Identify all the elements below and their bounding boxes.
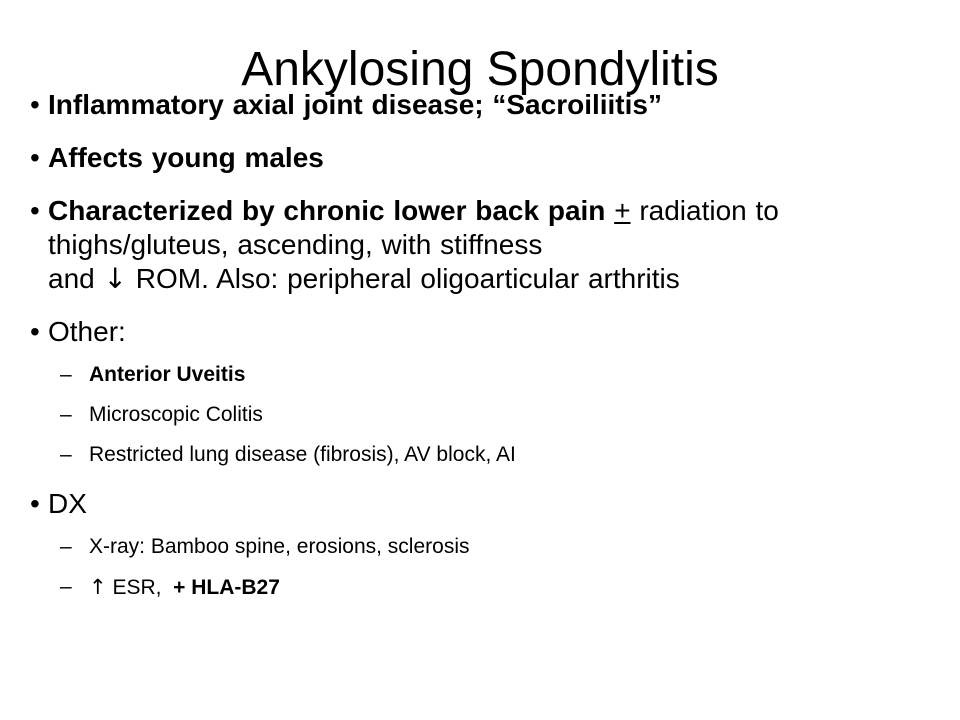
sub-bullet-text: ESR, bbox=[106, 576, 174, 599]
sub-bullet-item bbox=[48, 574, 910, 601]
sub-bullet-item bbox=[48, 534, 910, 560]
dash-glyph: – bbox=[60, 575, 72, 598]
up-arrow-icon: ↑ bbox=[89, 575, 107, 599]
bullet-item bbox=[30, 141, 910, 175]
bullet-item bbox=[30, 194, 910, 296]
bullet-item bbox=[30, 487, 910, 601]
bullet-text-continuation: and bbox=[48, 263, 104, 294]
bullet-item bbox=[30, 315, 910, 468]
sub-bullet-text: Anterior Uveitis bbox=[89, 363, 246, 386]
plus-minus-symbol: + bbox=[614, 195, 631, 226]
sub-bullet-text-bold: + HLA-B27 bbox=[173, 576, 280, 599]
bullet-glyph: • bbox=[30, 316, 40, 347]
sub-bullet-list bbox=[48, 362, 910, 468]
bullet-text: DX bbox=[48, 488, 87, 519]
dash-glyph: – bbox=[60, 443, 72, 466]
sub-bullet-text: Microscopic Colitis bbox=[89, 403, 263, 426]
bullet-text-continuation: ROM. Also: peripheral oligoarticular arthritis bbox=[126, 263, 680, 294]
bullet-glyph: • bbox=[30, 488, 40, 519]
bullet-item bbox=[30, 88, 910, 122]
sub-bullet-item bbox=[48, 442, 910, 468]
bullet-text: Affects young males bbox=[48, 142, 324, 173]
bullet-text: Other: bbox=[48, 316, 126, 347]
slide-title: Ankylosing Spondylitis bbox=[241, 43, 719, 97]
sub-bullet-text: X-ray: Bamboo spine, erosions, sclerosis bbox=[89, 535, 470, 558]
dash-glyph: – bbox=[60, 403, 72, 426]
bullet-glyph: • bbox=[30, 142, 40, 173]
bullet-text bbox=[48, 194, 910, 296]
sub-bullet-item bbox=[48, 402, 910, 428]
dash-glyph: – bbox=[60, 535, 72, 558]
sub-bullet-item bbox=[48, 362, 910, 388]
bullet-glyph: • bbox=[30, 89, 40, 120]
dash-glyph: – bbox=[60, 363, 72, 386]
bullet-text-bold: Characterized by chronic lower back pain bbox=[48, 195, 615, 226]
down-arrow-icon: ↓ bbox=[103, 262, 127, 295]
bullet-glyph: • bbox=[30, 195, 40, 226]
bullet-list bbox=[30, 88, 910, 620]
bullet-text: Inflammatory axial joint disease; “Sacroiliitis” bbox=[48, 89, 662, 120]
sub-bullet-text: Restricted lung disease (fibrosis), AV block, AI bbox=[89, 443, 516, 466]
bullet-text-continuation: radiation to thighs/gluteus, ascending, with stiffness bbox=[48, 195, 779, 260]
sub-bullet-list bbox=[48, 534, 910, 601]
